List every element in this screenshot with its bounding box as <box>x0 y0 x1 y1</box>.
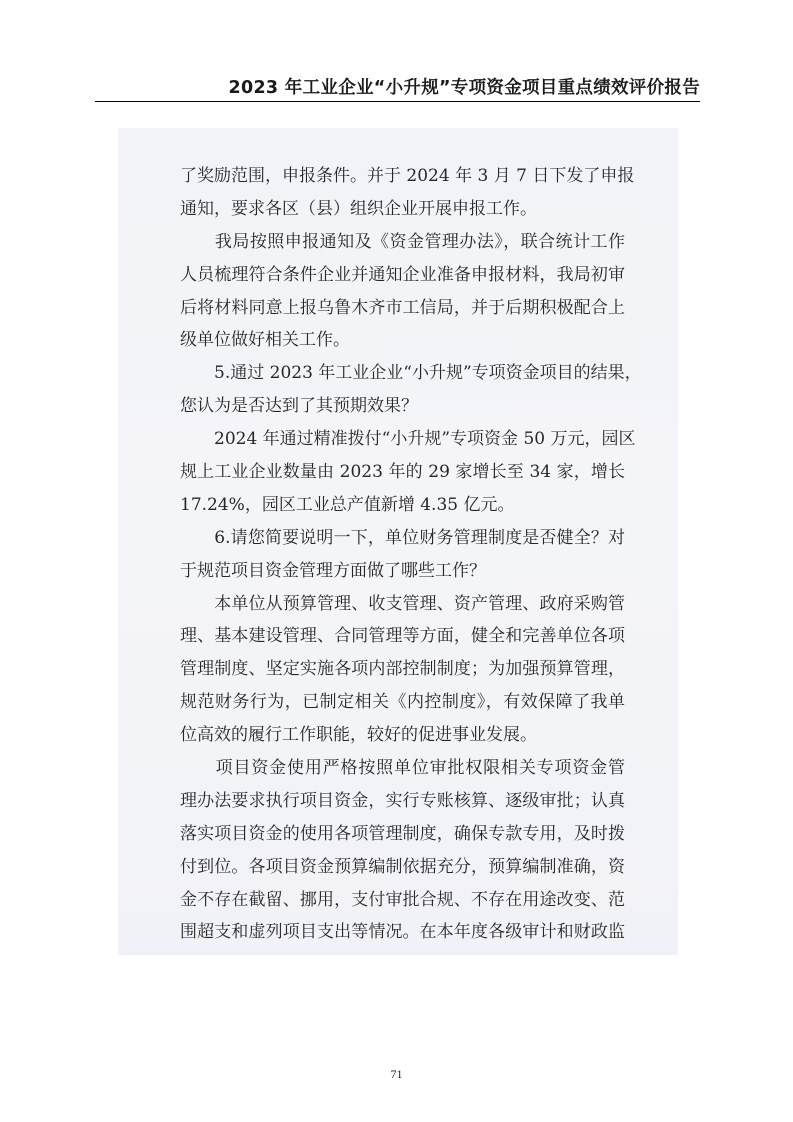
text-line: 位高效的履行工作职能，较好的促进事业发展。 <box>180 725 537 746</box>
text-line: 规范财务行为，已制定相关《内控制度》，有效保障了我单 <box>180 692 625 713</box>
text-line: 理、基本建设管理、合同管理等方面，健全和完善单位各项 <box>180 626 625 647</box>
header-divider <box>95 101 700 102</box>
page-header-title: 2023 年工业企业“小升规”专项资金项目重点绩效评价报告 <box>228 78 700 98</box>
text-line: 6.请您简要说明一下，单位财务管理制度是否健全？对 <box>180 527 625 548</box>
text-line: 我局按照申报通知及《资金管理办法》，联合统计工作 <box>180 231 625 252</box>
text-line: 5.通过 2023 年工业企业“小升规”专项资金项目的结果， <box>180 363 642 384</box>
text-line: 落实项目资金的使用各项管理制度，确保专款专用，及时拨 <box>180 823 625 844</box>
text-line: 项目资金使用严格按照单位审批权限相关专项资金管 <box>180 758 625 779</box>
text-line: 围超支和虚列项目支出等情况。在本年度各级审计和财政监 <box>180 922 625 943</box>
text-line: 通知，要求各区（县）组织企业开展申报工作。 <box>180 198 537 219</box>
page-number: 71 <box>390 1067 403 1081</box>
text-line: 后将材料同意上报乌鲁木齐市工信局，并于后期积极配合上 <box>180 297 625 318</box>
text-line: 管理制度、坚定实施各项内部控制制度；为加强预算管理， <box>180 659 625 680</box>
text-line: 付到位。各项目资金预算编制依据充分，预算编制准确，资 <box>180 856 625 877</box>
text-line: 2024 年通过精准拨付“小升规”专项资金 50 万元，园区 <box>180 429 636 450</box>
text-line: 您认为是否达到了其预期效果？ <box>180 396 418 417</box>
text-line: 了奖励范围，申报条件。并于 2024 年 3 月 7 日下发了申报 <box>180 166 635 186</box>
text-line: 本单位从预算管理、收支管理、资产管理、政府采购管 <box>180 593 625 614</box>
text-line: 理办法要求执行项目资金，实行专账核算、逐级审批；认真 <box>180 790 625 811</box>
text-line: 人员梳理符合条件企业并通知企业准备申报材料，我局初审 <box>180 264 625 285</box>
document-body <box>180 160 642 949</box>
text-line: 金不存在截留、挪用，支付审批合规、不存在用途改变、范 <box>180 889 625 910</box>
text-line: 规上工业企业数量由 2023 年的 29 家增长至 34 家，增长 <box>180 462 625 483</box>
text-line: 17.24%，园区工业总产值新增 4.35 亿元。 <box>180 494 515 515</box>
text-line: 于规范项目资金管理方面做了哪些工作？ <box>180 560 486 581</box>
text-line: 级单位做好相关工作。 <box>180 330 350 351</box>
